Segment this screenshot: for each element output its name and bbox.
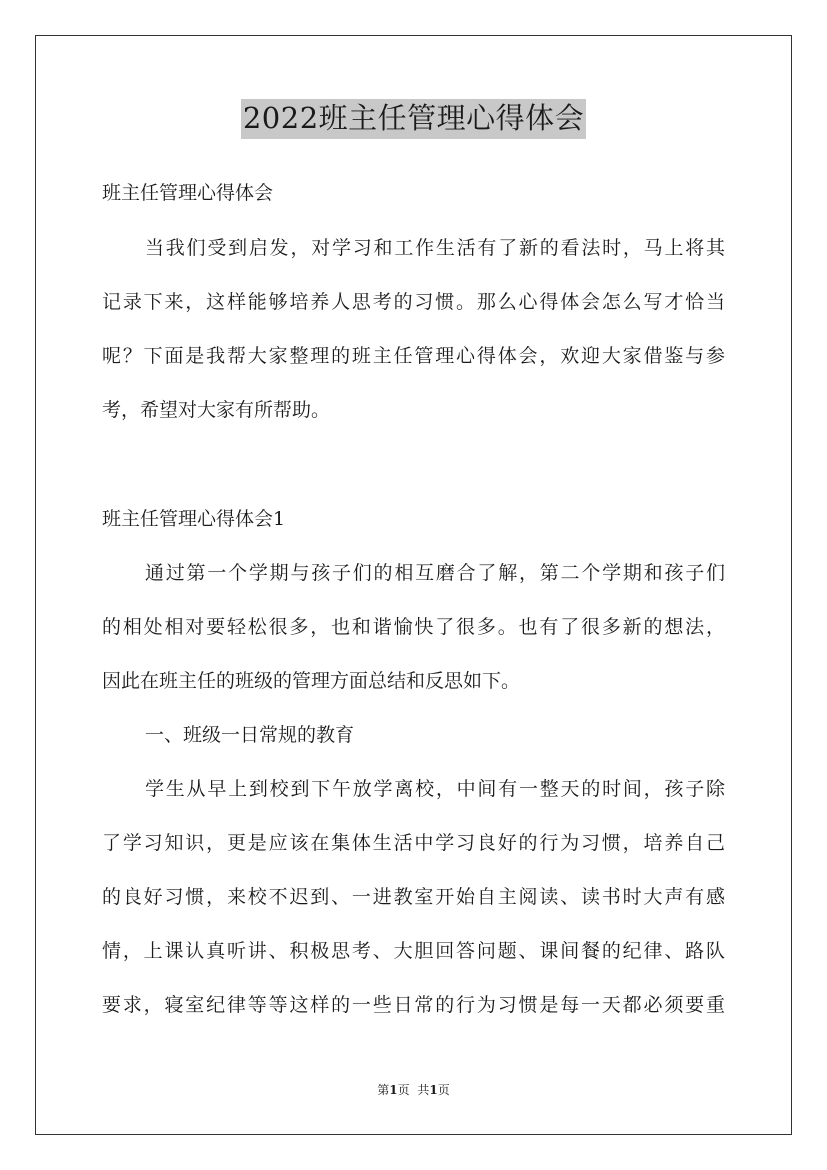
section-para-line-1: 通过第一个学期与孩子们的相互磨合了解，第二个学期和孩子们 [145, 562, 725, 584]
section-para-line-3: 因此在班主任的班级的管理方面总结和反思如下。 [102, 670, 521, 692]
subheading: 一、班级一日常规的教育 [145, 724, 355, 746]
intro-line-2: 记录下来，这样能够培养人思考的习惯。那么心得体会怎么写才恰当 [102, 291, 725, 313]
document-subtitle: 班主任管理心得体会 [102, 182, 274, 204]
page-footer [0, 1084, 827, 1096]
footer-page-prefix: 第 [377, 1083, 390, 1097]
body-para-line-1: 学生从早上到校到下午放学离校，中间有一整天的时间，孩子除 [145, 778, 725, 800]
section-para-line-2: 的相处相对要轻松很多，也和谐愉快了很多。也有了很多新的想法， [102, 616, 725, 638]
intro-line-4: 考，希望对大家有所帮助。 [102, 399, 331, 421]
footer-page-number: 1 [389, 1083, 398, 1097]
footer-total-unit: 页 [437, 1083, 450, 1097]
intro-line-1: 当我们受到启发，对学习和工作生活有了新的看法时，马上将其 [145, 237, 725, 259]
intro-line-3: 呢？下面是我帮大家整理的班主任管理心得体会，欢迎大家借鉴与参 [102, 345, 725, 367]
body-para-line-3: 的良好习惯，来校不迟到、一进教室开始自主阅读、读书时大声有感 [102, 886, 725, 908]
footer-total-prefix: 共 [417, 1083, 430, 1097]
footer-page-unit: 页 [397, 1083, 410, 1097]
footer-total-number: 1 [429, 1083, 438, 1097]
document-title-text: 2022班主任管理心得体会 [241, 99, 586, 139]
section-heading: 班主任管理心得体会1 [102, 508, 286, 530]
document-title [0, 99, 827, 139]
body-para-line-4: 情，上课认真听讲、积极思考、大胆回答问题、课间餐的纪律、路队 [102, 940, 725, 962]
body-para-line-5: 要求，寝室纪律等等这样的一些日常的行为习惯是每一天都必须要重 [102, 994, 725, 1016]
body-para-line-2: 了学习知识，更是应该在集体生活中学习良好的行为习惯，培养自己 [102, 832, 725, 854]
